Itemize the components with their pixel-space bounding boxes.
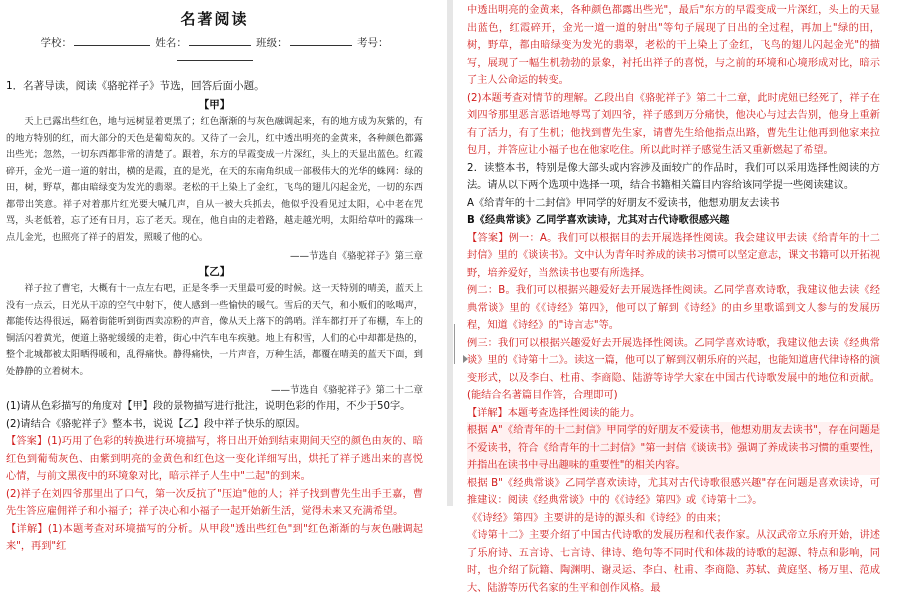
answer-example-1: 【答案】例一：A。我们可以根据目的去开展选择性阅读。我会建议甲去读《给青年的十二封信》里的《谈读书》。文中认为青年时养成的读书习惯可以坚定意志，课文书籍可以开拓视野，培养爱好，当然读书也要有所选择。 [467, 232, 880, 279]
section-jia-heading: 【甲】 [198, 99, 231, 111]
sub-question-2: (2)请结合《骆驼祥子》整本书，说说【乙】段中祥子快乐的原因。 [6, 418, 306, 430]
left-page [0, 0, 447, 552]
exam-label: 考号： [357, 37, 389, 49]
detail-2: (2)本题考查对情节的理解。乙段出自《骆驼祥子》第二十二章，此时虎妞已经死了，祥子在刘四爷那里恶言恶语地辱骂了刘四爷，祥子感到万分痛快，他决心与过去告别，他身上重新有了活力，有了生机；他找到曹先生家，请曹先生给他指点出路，曹先生让他再到他家来拉包月，并答应让小福子也在他家吃住。所以此时祥子感觉生活又重新燃起了希望。 [467, 92, 880, 156]
option-a: A《给青年的十二封信》甲同学的好朋友不爱读书，他想劝朋友去读书 [467, 197, 780, 209]
analysis-b: 根据 B"《经典常谈》乙同学喜欢读诗，尤其对古代诗歌很感兴趣"存在问题是喜欢读诗，可推建议：阅读《经典常谈》中的《《诗经》第四》或《诗第十二》。 [467, 477, 880, 506]
passage-yi-source: ——节选自《骆驼祥子》第二十二章 [270, 385, 423, 396]
section-yi-heading: 【乙】 [198, 266, 231, 278]
margin-marker-icon [463, 355, 468, 363]
class-blank[interactable] [290, 35, 352, 46]
school-label: 学校： [40, 37, 72, 49]
answer-2: (2)祥子在刘四爷那里出了口气，第一次反抗了"压迫"他的人；祥子找到曹先生出手王嘉，曹先生答应雇佣祥子和小福子；祥子决心和小福子一起开始新生活，觉得未来又充满希望。 [6, 488, 423, 517]
detail-3: 【详解】本题考查选择性阅读的能力。 [467, 407, 641, 419]
name-blank[interactable] [189, 35, 251, 46]
school-blank[interactable] [74, 35, 150, 46]
question-1: 1．名著导读，阅读《骆驼祥子》节选，回答后面小题。 [6, 80, 265, 92]
class-label: 班级： [256, 37, 288, 49]
sub-question-1: (1)请从色彩描写的角度对【甲】段的景物描写进行批注，说明色彩的作用，不少于50字。 [6, 401, 411, 412]
analysis-a: 根据 A"《给青年的十二封信》甲同学的好朋友不爱读书，他想劝朋友去读书"，存在问题是不爱读书，符合《给青年的十二封信》"第一封信《谈读书》强调了养成读书习惯的重要性，并指出在读书中寻出趣味的重要性"的相关内容。 [467, 422, 880, 475]
doc-title: 名著阅读 [180, 10, 249, 28]
passage-jia: 天上已露出些红色，地与远树显着更黑了；红色渐渐的与灰色融调起来，有的地方成为灰紫的，有的地方特别的红，而大部分的天色是葡萄灰的。又待了一会儿，红中透出明亮的金黄来，各种颜色都露出些光；忽然，一切东西都非常的清楚了。跟着，东方的早霞变成一片深红，头上的天显出蓝色。红霞碎开，金光一道一道的射出，横的是霞，直的是光，在天的东南角织成一部极伟大的光华的蛛网：绿的田，树，野草，都由暗绿变为发光的翡翠。老松的干上染上了金红，飞鸟的翅儿闪起金光，一切的东西都带出笑意。祥子对着那片红光要大喊几声，自从一被大兵抓去，他似乎没看见过太阳，心中老在咒骂，头老低着，忘了还有日月，忘了老天。现在，他自由的走着路，越走越光明，太阳给草叶的露珠一点儿金光，也照亮了祥子的眉发，照暖了他的心。 [6, 116, 423, 243]
name-label: 姓名： [155, 37, 187, 49]
answer-1: 【答案】(1)巧用了色彩的转换进行环境描写，将日出开始到结束期间天空的颜色由灰的、暗红色到葡萄灰色、由紫到明亮的金黄色和红色这一变化详细写出，烘托了祥子逃出来的喜悦心情，与前文黑夜中的环境象对比，暗示祥子人生中"二起"的到来。 [6, 436, 423, 482]
exam-blank[interactable] [177, 50, 253, 61]
answer-example-2: 例二：B。我们可以根据兴趣爱好去开展选择性阅读。乙同学喜欢诗歌，我建议他去读《经典常谈》里的《《诗经》第四》，他可以了解到《诗经》的由乡里歌谣到文人参与的发展历程，知道《诗经》的"诗言志"等。 [467, 285, 880, 331]
detail-continued: 中透出明亮的金黄来，各种颜色都露出些光"，最后"东方的早霞变成一片深红，头上的天显出蓝色，红霞碎开，金光一道一道的射出"等句子展现了日出的全过程，再加上"绿的田，树，野草，都由暗绿变为发光的翡翠，老松的干上染上了金红，飞鸟的翅儿闪起金光"的描写，展现了一幅生机勃勃的景象，衬托出祥子的喜悦，与之前的环境和心境形成对比，暗示了主人公命运的转变。 [467, 5, 880, 86]
text-cursor [454, 324, 455, 364]
passage-jia-source: ——节选自《骆驼祥子》第三章 [289, 251, 423, 262]
answer-example-3: 例三：我们可以根据兴趣爱好去开展选择性阅读。乙同学喜欢诗歌，我建议他去读《经典常谈》里的《诗第十二》。读这一篇，他可以了解到汉朝乐府的兴起，也能知道唐代律诗格的演变形式，以及李白、杜甫、李商隐、陆游等诗学大家在中国古代诗歌发展中的地位和贡献。(能结合名著篇目作答，合理即可) [467, 337, 880, 401]
detail-1: 【详解】(1)本题考查对环境描写的分析。从甲段"透出些红色"到"红色渐渐的与灰色融调起来"，再到"红 [6, 523, 423, 552]
right-page [453, 0, 900, 594]
passage-yi: 祥子拉了曹宅，大概有十一点左右吧，正是冬季一天里最可爱的时候。这一天特别的晴美，蓝天上没有一点云，日光从干凉的空气中射下，使人感到一些愉快的暖气。雪后的天气，和小贩们的吆喝声，都能传达得很远，隔着街能听到街西卖凉粉的声音，像从天上落下的鸽哨。洋车都打开了布棚，车上的铜活闪着黄光，便道上骆驼缓缓的走着，街心中汽车电车疾驰。地上有积雪，人们的心中却都是热的，整个北城都被太阳晒得暖和，乱得痛快。静得痛快，一片声音，万种生活，都覆在晴美的蓝天下面，到处静静的立着树木。 [6, 283, 423, 377]
student-info-line [6, 35, 423, 64]
analysis-shijing: 《《诗经》第四》主要讲的是诗的源头和《诗经》的由来； [467, 512, 727, 524]
option-b: B《经典常谈》乙同学喜欢读诗，尤其对古代诗歌很感兴趣 [467, 215, 730, 226]
question-2: 2．读整本书，特别是像大部头或内容涉及面较广的作品时，我们可以采用选择性阅读的方法。请从以下两个选项中选择一项，结合书籍相关篇目内容给该同学提一些阅读建议。 [467, 162, 880, 191]
analysis-poetry: 《诗第十二》主要介绍了中国古代诗歌的发展历程和代表作家。从汉武帝立乐府开始，讲述了乐府诗、五言诗、七言诗、律诗、绝句等不同时代和体裁的诗歌的起源、特点和影响，同时，也介绍了阮籍、陶渊明、谢灵运、李白、杜甫、李商隐、苏轼、黄庭坚、杨万里、范成大、陆游等历代名家的生平和创作风格。最 [467, 530, 880, 594]
